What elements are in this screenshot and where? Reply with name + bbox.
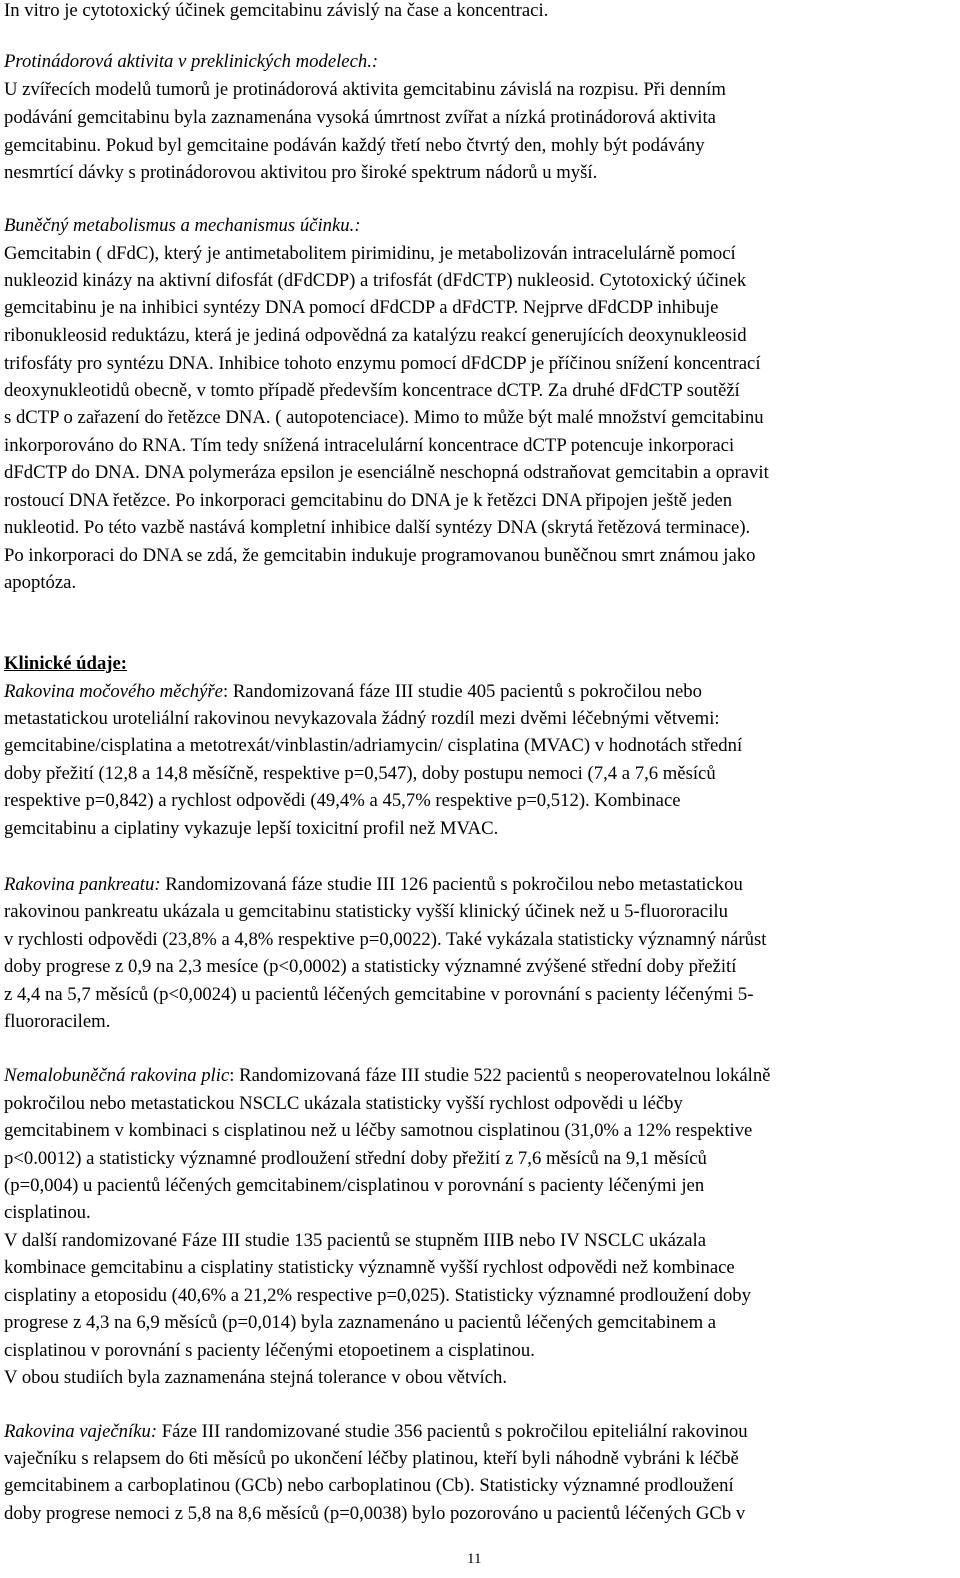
text-segment: Randomizovaná fáze studie III 126 pacientů s pokročilou nebo metastatickou [160, 874, 743, 895]
text-segment: p<0.0012) a statisticky významné prodloužení střední doby přežití z 7,6 měsíců na 9,1 měsíců [4, 1148, 707, 1169]
text-line [4, 903, 728, 927]
text-segment: Fáze III randomizované studie 356 pacientů s pokročilou epiteliální rakovinou [157, 1421, 748, 1442]
text-segment: pokročilou nebo metastatickou NSCLC ukázala statisticky vyšší rychlost odpovědi u léčby [4, 1093, 683, 1114]
italic-label: Rakovina močového měchýře [4, 681, 223, 702]
text-line [4, 409, 764, 433]
text-line [4, 164, 597, 188]
text-segment: (p=0,004) u pacientů léčených gemcitabinem/cisplatinou v porovnání s pacienty léčenými jen [4, 1175, 705, 1196]
text-segment: gemcitabinu je na inhibici syntézy DNA pomocí dFdCDP a dFdCTP. Nejprve dFdCDP inhibuje [4, 297, 719, 318]
text-segment: gemcitabinu. Pokud byl gemcitaine podáván každý třetí nebo čtvrtý den, mohly být podávány [4, 135, 705, 156]
text-segment: doby progrese z 0,9 na 2,3 mesíce (p<0,0002) a statisticky významné zvýšené střední doby přežití [4, 956, 737, 977]
text-segment: gemcitabinem v kombinaci s cisplatinou než u léčby samotnou cisplatinou (31,0% a 12% respektive [4, 1120, 753, 1141]
text-line [4, 792, 681, 816]
italic-label: Rakovina vaječníku: [4, 1421, 158, 1442]
section-heading: Klinické údaje: [4, 653, 128, 674]
text-segment: v rychlosti odpovědi (23,8% a 4,8% respektive p=0,0022). Také vykázala statisticky významný nárůst [4, 929, 767, 950]
text-segment: In vitro je cytotoxický účinek gemcitabinu závislý na čase a koncentraci. [4, 0, 549, 21]
text-line [4, 245, 736, 269]
text-segment: gemcitabinu a ciplatiny vykazuje lepší toxicitní profil než MVAC. [4, 818, 499, 839]
text-line [4, 655, 127, 679]
text-line [4, 958, 736, 982]
text-line [4, 1287, 751, 1311]
text-segment: progrese z 4,3 na 6,9 měsíců (p=0,014) byla zaznamenáno u pacientů léčených gemcitabinem a [4, 1312, 717, 1333]
text-segment: dFdCTP do DNA. DNA polymeráza epsilon je esenciálně neschopná odstraňovat gemcitabin a opravit [4, 462, 769, 483]
italic-label: Protinádorová aktivita v preklinických modelech.: [4, 51, 379, 72]
italic-label: Rakovina pankreatu: [4, 874, 161, 895]
text-line [4, 1450, 739, 1474]
page-number: 11 [467, 1551, 482, 1567]
text-line [4, 574, 76, 598]
text-line [4, 710, 720, 734]
text-line [4, 820, 498, 844]
text-segment: trifosfáty pro syntézu DNA. Inhibice tohoto enzymu pomocí dFdCDP je příčinou snížení koncentrací [4, 353, 761, 374]
text-line [4, 519, 750, 543]
text-segment: V obou studiích byla zaznamenána stejná tolerance v obou větvích. [4, 1367, 508, 1388]
text-line [4, 1150, 707, 1174]
text-line [4, 547, 755, 571]
text-segment: doby přežití (12,8 a 14,8 měsíčně, respektive p=0,547), doby postupu nemoci (7,4 a 7,6 měsíců [4, 763, 716, 784]
text-segment: rakovinou pankreatu ukázala u gemcitabinu statisticky vyšší klinický účinek než u 5-fluororacilu [4, 901, 728, 922]
text-segment: Po inkorporaci do DNA se zdá, že gemcitabin indukuje programovanou buněčnou smrt známou jako [4, 545, 756, 566]
text-segment: deoxynukleotidů obecně, v tomto případě především koncentrace dCTP. Za druhé dFdCTP soutěží [4, 380, 740, 401]
text-line [4, 1314, 716, 1338]
text-segment: nesmrtící dávky s protinádorovou aktivitou pro široké spektrum nádorů u myší. [4, 162, 598, 183]
text-segment: metastatickou uroteliální rakovinou nevykazovala žádný rozdíl mezi dvěmi léčebnými větvemi: [4, 708, 720, 729]
text-segment: vaječníku s relapsem do 6ti měsíců po ukončení léčby platinou, kteří byli náhodně vybráni k léčbě [4, 1448, 739, 1469]
text-segment: gemcitabine/cisplatina a metotrexát/vinblastin/adriamycin/ cisplatina (MVAC) v hodnotách střední [4, 735, 743, 756]
text-line [4, 737, 742, 761]
text-segment: cisplatinou v porovnání s pacienty léčenými etopoetinem a cisplatinou. [4, 1340, 535, 1361]
text-line [4, 81, 726, 105]
italic-label: Nemalobuněčná rakovina plic [4, 1065, 230, 1086]
text-line [4, 1342, 535, 1366]
text-line [4, 1369, 507, 1393]
text-line [4, 437, 734, 461]
text-segment: U zvířecích modelů tumorů je protinádorová aktivita gemcitabinu závislá na rozpisu. Při denním [4, 79, 726, 100]
text-segment: z 4,4 na 5,7 měsíců (p<0,0024) u pacientů léčených gemcitabine v porovnání s pacienty léčenými 5- [4, 984, 754, 1005]
text-line [4, 1095, 683, 1119]
text-segment: respektive p=0,842) a rychlost odpovědi (49,4% a 45,7% respektive p=0,512). Kombinace [4, 790, 681, 811]
text-segment: ribonukleosid reduktázu, která je jediná odpovědná za katalýzu reakcí generujících deoxynukleosid [4, 325, 747, 346]
text-line [4, 683, 702, 707]
text-segment: kombinace gemcitabinu a cisplatiny statisticky významně vyšší rychlost odpovědi než kombinace [4, 1257, 735, 1278]
text-line [4, 2, 548, 26]
text-line [4, 137, 705, 161]
text-segment: apoptóza. [4, 572, 77, 593]
text-line [4, 1177, 704, 1201]
text-line [4, 1122, 752, 1146]
text-line [4, 327, 747, 351]
text-line [4, 986, 754, 1010]
text-segment: : Randomizovaná fáze III studie 405 pacientů s pokročilou nebo [222, 681, 702, 702]
text-line [4, 1232, 706, 1256]
text-line [4, 53, 378, 77]
text-segment: fluororacilem. [4, 1011, 111, 1032]
text-line [4, 299, 718, 323]
text-line [4, 1423, 748, 1447]
text-segment: doby progrese nemoci z 5,8 na 8,6 měsíců (p=0,0038) bylo pozorováno u pacientů léčených GCb v [4, 1503, 746, 1524]
text-segment: gemcitabinem a carboplatinou (GCb) nebo carboplatinou (Cb). Statisticky významné prodloužení [4, 1475, 734, 1496]
text-segment: rostoucí DNA řetězce. Po inkorporaci gemcitabinu do DNA je k řetězci DNA připojen ještě jeden [4, 490, 733, 511]
text-line [4, 382, 740, 406]
text-line [4, 355, 761, 379]
text-line [4, 1477, 734, 1501]
text-segment: Gemcitabin ( dFdC), který je antimetabolitem pirimidinu, je metabolizován intracelulárně pomocí [4, 243, 736, 264]
text-segment: nukleozid kinázy na aktivní difosfát (dFdCDP) a trifosfát (dFdCTP) nukleosid. Cytotoxický účinek [4, 270, 747, 291]
text-line [4, 1505, 745, 1529]
text-line [4, 464, 769, 488]
text-line [4, 765, 716, 789]
text-segment: : Randomizovaná fáze III studie 522 pacientů s neoperovatelnou lokálně [229, 1065, 771, 1086]
text-segment: cisplatiny a etoposidu (40,6% a 21,2% respective p=0,025). Statisticky významné prodloužení doby [4, 1285, 751, 1306]
text-line [4, 1204, 91, 1228]
text-line [4, 217, 361, 241]
text-line [4, 272, 746, 296]
text-line [4, 492, 732, 516]
text-segment: V další randomizované Fáze III studie 135 pacientů se stupněm IIIB nebo IV NSCLC ukázala [4, 1230, 706, 1251]
text-line [4, 876, 743, 900]
italic-label: Buněčný metabolismus a mechanismus účinku.: [4, 215, 361, 236]
text-line [4, 931, 766, 955]
text-segment: podávání gemcitabinu byla zaznamenána vysoká úmrtnost zvířat a nízká protinádorová aktivita [4, 107, 716, 128]
text-line [4, 1013, 110, 1037]
text-segment: nukleotid. Po této vazbě nastává kompletní inhibice další syntézy DNA (skrytá řetězová terminace). [4, 517, 751, 538]
text-segment: s dCTP o zařazení do řetězce DNA. ( autopotenciace). Mimo to může být malé množství gemcitabinu [4, 407, 764, 428]
text-segment: cisplatinou. [4, 1202, 91, 1223]
text-line [4, 109, 716, 133]
text-line [4, 1259, 735, 1283]
text-segment: inkorporováno do RNA. Tím tedy snížená intracelulární koncentrace dCTP potencuje inkorporaci [4, 435, 735, 456]
text-line [4, 1067, 770, 1091]
